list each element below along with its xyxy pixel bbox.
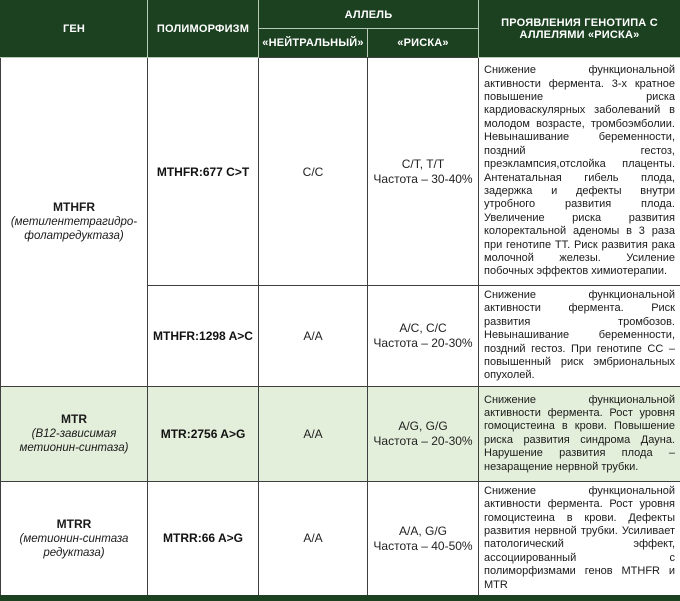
risk-allele-cell	[368, 386, 479, 481]
header-polymorphism	[148, 1, 259, 58]
neutral-allele-cell	[259, 481, 368, 598]
header-manifestations	[479, 1, 680, 58]
header-gene	[1, 1, 148, 58]
risk-allele-cell	[368, 481, 479, 598]
polymorphism-value: MTRR:66 A>G	[163, 531, 243, 545]
manifestation-text: Снижение функциональной активности фермента. 3-х кратное повышение риска кардиоваскулярных заболеваний в молодом возрасте, тромбоэмболии. Невынашивание беременности, поздний гестоз, преэклампсия,отслойка плаценты. Антенатальная гибель плода, задержка и дефекты внутри утробного развития плода. Увеличение риска развития колоректальной аденомы в 3 раза при генотипе ТТ. Риск развития рака молочной железы. Усиление побочных эффектов химиотерапии.	[484, 64, 675, 279]
manifestation-text: Снижение функциональной активности фермента. Рост уровня гомоцистеина в крови. Повышение риска развития синдрома Дауна. Нарушение развития плода – незаращение нервной трубки.	[484, 394, 675, 474]
table-body	[1, 58, 680, 599]
manifestation-cell	[479, 481, 680, 598]
header-polymorphism-label: ПОЛИМОРФИЗМ	[157, 23, 249, 35]
gene-cell-mthfr	[1, 58, 148, 387]
risk-allele-cell	[368, 58, 479, 286]
polymorphism-value: MTR:2756 A>G	[161, 427, 246, 441]
risk-frequency: Частота – 30-40%	[372, 172, 474, 186]
risk-allele-cell	[368, 286, 479, 387]
risk-genotypes: A/C, C/C	[372, 321, 474, 335]
gene-cell-mtr	[1, 386, 148, 481]
neutral-allele-cell	[259, 286, 368, 387]
header-allele	[259, 1, 479, 29]
gene-subtitle: (метилентетрагидро-фолатредуктаза)	[5, 215, 143, 243]
risk-frequency: Частота – 20-30%	[372, 434, 474, 448]
polymorphism-value: MTHFR:677 C>T	[157, 165, 249, 179]
neutral-allele-value: A/A	[303, 531, 322, 545]
risk-frequency: Частота – 40-50%	[372, 539, 474, 553]
gene-name: MTR	[5, 412, 143, 426]
header-manifestations-label: ПРОЯВЛЕНИЯ ГЕНОТИПА С АЛЛЕЛЯМИ «РИСКА»	[501, 17, 658, 41]
gene-subtitle: (метионин-синтаза редуктаза)	[5, 532, 143, 560]
header-allele-risk	[368, 29, 479, 58]
polymorphism-cell	[148, 481, 259, 598]
neutral-allele-cell	[259, 386, 368, 481]
manifestation-cell	[479, 386, 680, 481]
gene-name: MTRR	[5, 517, 143, 531]
table-row-mtr-2756	[1, 386, 680, 481]
header-allele-label: АЛЛЕЛЬ	[345, 9, 393, 21]
manifestation-cell	[479, 286, 680, 387]
header-allele-risk-label: «РИСКА»	[397, 37, 448, 49]
table-header	[1, 1, 680, 58]
polymorphism-value: MTHFR:1298 A>C	[153, 329, 253, 343]
neutral-allele-value: C/C	[303, 165, 324, 179]
manifestation-text: Снижение функциональной активности фермента. Рост уровня гомоцистеина в крови. Дефекты развития нервной трубки. Усиливает патологический эффект, ассоциированный с полиморфизмами генов MTHFR и MTR	[484, 485, 675, 592]
table-row-mtrr-66	[1, 481, 680, 598]
polymorphism-cell	[148, 58, 259, 286]
gene-subtitle: (В12-зависимая метионин-синтаза)	[5, 427, 143, 455]
header-allele-neutral	[259, 29, 368, 58]
gene-cell-mtrr	[1, 481, 148, 598]
manifestation-text: Снижение функциональной активности фермента. Риск развития тромбозов. Невынашивание беременности, поздний гестоз. При генотипе СС – повышенный риск эмбриональных опухолей.	[484, 289, 675, 383]
risk-genotypes: C/T, T/T	[372, 157, 474, 171]
manifestation-cell	[479, 58, 680, 286]
neutral-allele-value: A/A	[303, 427, 322, 441]
table-row-mthfr-677	[1, 58, 680, 286]
polymorphism-cell	[148, 386, 259, 481]
risk-genotypes: A/G, G/G	[372, 419, 474, 433]
risk-genotypes: A/A, G/G	[372, 524, 474, 538]
header-gene-label: ГЕН	[63, 23, 85, 35]
gene-name: MTHFR	[5, 200, 143, 214]
neutral-allele-value: A/A	[303, 329, 322, 343]
polymorphism-cell	[148, 286, 259, 387]
header-allele-neutral-label: «НЕЙТРАЛЬНЫЙ»	[262, 37, 363, 49]
risk-frequency: Частота – 20-30%	[372, 336, 474, 350]
neutral-allele-cell	[259, 58, 368, 286]
